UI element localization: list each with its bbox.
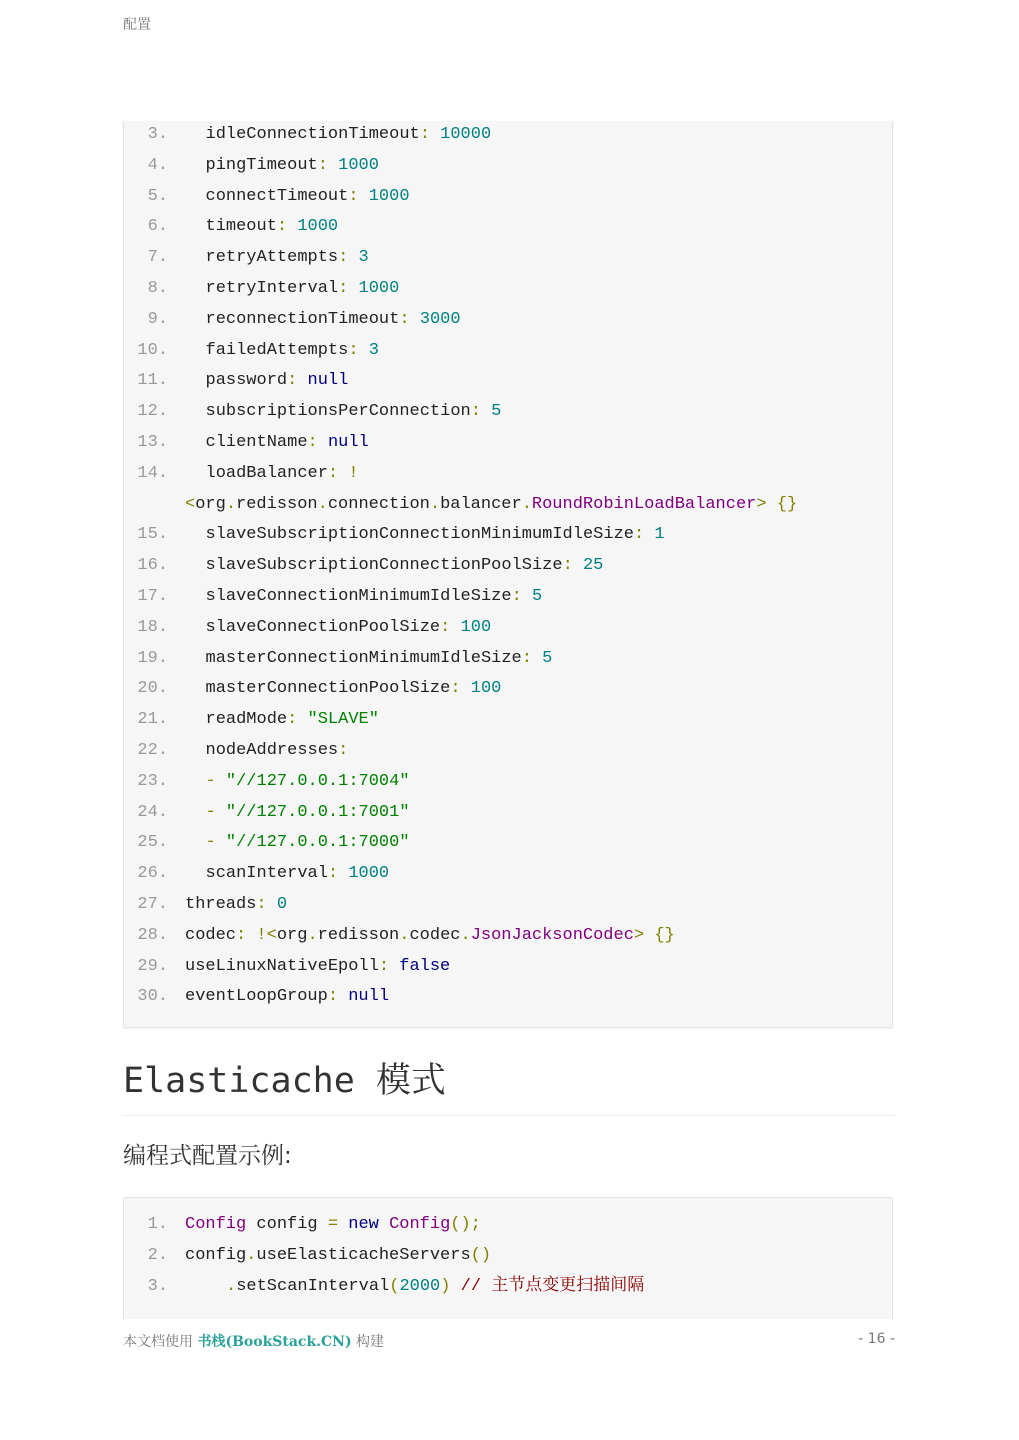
code-token: : bbox=[287, 710, 308, 730]
code-token: masterConnectionPoolSize bbox=[205, 679, 451, 699]
code-token: connection bbox=[327, 494, 430, 514]
code-block-elasticache-example bbox=[123, 1197, 893, 1319]
code-token: 3 bbox=[358, 248, 369, 268]
code-token: readMode bbox=[205, 710, 288, 730]
code-token: // 主节点变更扫描间隔 bbox=[450, 1276, 645, 1296]
code-token: 5 bbox=[542, 648, 553, 668]
code-token: . bbox=[399, 925, 410, 945]
code-text bbox=[185, 1241, 491, 1271]
code-token: useElasticacheServers bbox=[256, 1245, 471, 1265]
code-token: > {} bbox=[633, 925, 675, 945]
code-token: . bbox=[226, 1276, 237, 1296]
code-token: : bbox=[399, 309, 420, 329]
code-token: . bbox=[246, 1245, 257, 1265]
code-token: org bbox=[276, 925, 308, 945]
code-token: "//127.0.0.1:7004" bbox=[225, 771, 410, 791]
code-text bbox=[206, 182, 410, 212]
code-token: 3000 bbox=[419, 309, 461, 329]
code-token: . bbox=[460, 925, 471, 945]
code-token: retryInterval bbox=[205, 279, 339, 298]
code-token: 5 bbox=[491, 402, 502, 422]
line-number: 26. bbox=[137, 864, 168, 884]
code-token: useLinuxNativeEpoll bbox=[185, 956, 379, 976]
line-number: 29. bbox=[137, 956, 168, 976]
code-token: setScanInterval bbox=[236, 1276, 390, 1296]
code-token: Config bbox=[185, 1215, 247, 1234]
line-number: 3. bbox=[147, 1276, 168, 1296]
code-token: connectTimeout bbox=[205, 186, 349, 206]
code-token: (); bbox=[450, 1215, 481, 1234]
line-number: 21. bbox=[137, 710, 168, 730]
code-token: "//127.0.0.1:7001" bbox=[225, 802, 410, 822]
code-token: config bbox=[246, 1215, 328, 1234]
line-number: 28. bbox=[137, 925, 168, 945]
code-token: Config bbox=[389, 1215, 451, 1234]
code-token: codec bbox=[185, 925, 237, 945]
line-number: 18. bbox=[137, 617, 168, 637]
code-token: : bbox=[440, 617, 461, 637]
code-text bbox=[226, 1272, 644, 1302]
line-number: 24. bbox=[137, 802, 168, 822]
page-header-title: 配置 bbox=[123, 17, 151, 33]
code-text bbox=[185, 890, 287, 920]
code-token: null bbox=[307, 371, 349, 391]
code-token: nodeAddresses bbox=[205, 741, 339, 760]
code-token: RoundRobinLoadBalancer bbox=[531, 494, 757, 514]
line-number: 22. bbox=[137, 741, 168, 760]
code-text bbox=[206, 644, 553, 674]
code-token: JsonJacksonCodec bbox=[470, 925, 634, 945]
footer-credit bbox=[123, 1331, 384, 1351]
code-token: = bbox=[327, 1215, 339, 1234]
code-token: ) bbox=[440, 1276, 451, 1296]
code-token: < bbox=[185, 494, 196, 514]
code-text bbox=[206, 674, 502, 704]
line-number: 13. bbox=[137, 433, 168, 452]
code-token: eventLoopGroup bbox=[185, 987, 328, 1007]
code-token: balancer bbox=[440, 494, 522, 514]
code-token: redisson bbox=[236, 494, 318, 514]
code-token: slaveSubscriptionConnectionMinimumIdleSize bbox=[205, 525, 634, 545]
code-text bbox=[206, 336, 379, 366]
code-text bbox=[206, 613, 492, 643]
code-token: . bbox=[317, 494, 328, 514]
line-number: 17. bbox=[137, 587, 168, 606]
code-token: : bbox=[338, 741, 349, 760]
code-text bbox=[206, 705, 379, 735]
code-text bbox=[206, 151, 379, 181]
code-token: : bbox=[256, 895, 277, 914]
code-token: > {} bbox=[756, 494, 798, 514]
code-token: failedAttempts bbox=[205, 340, 349, 360]
code-text bbox=[206, 859, 390, 889]
code-text bbox=[206, 828, 410, 858]
line-number: 23. bbox=[137, 771, 168, 791]
code-token: 3 bbox=[368, 340, 379, 360]
code-token: idleConnectionTimeout bbox=[205, 125, 420, 144]
footer-prefix: 本文档使用 bbox=[123, 1334, 198, 1350]
line-number: 3. bbox=[147, 125, 168, 144]
line-number: 15. bbox=[137, 525, 168, 545]
code-token: : !< bbox=[236, 925, 277, 945]
code-token: ( bbox=[389, 1276, 400, 1296]
code-token: : bbox=[470, 402, 492, 422]
line-number: 8. bbox=[147, 279, 168, 298]
footer-suffix: 构建 bbox=[351, 1334, 385, 1350]
code-token: : bbox=[378, 956, 400, 976]
line-number: 16. bbox=[137, 556, 168, 576]
section-heading-elasticache: Elasticache 模式 bbox=[123, 1058, 895, 1116]
code-token: : bbox=[317, 155, 339, 175]
line-number: 20. bbox=[137, 679, 168, 699]
code-text bbox=[206, 397, 502, 427]
code-token: redisson bbox=[317, 925, 400, 945]
line-number: 6. bbox=[147, 217, 168, 237]
code-token: : bbox=[338, 248, 359, 268]
code-token: loadBalancer bbox=[205, 463, 328, 483]
code-token: : bbox=[348, 186, 369, 206]
code-token: 1000 bbox=[368, 186, 410, 206]
line-number: 19. bbox=[137, 648, 168, 668]
subheading-programmatic-config: 编程式配置示例: bbox=[123, 1143, 292, 1169]
page-number: - 16 - bbox=[858, 1331, 895, 1347]
code-text bbox=[206, 767, 410, 797]
code-token: 25 bbox=[582, 556, 604, 576]
code-token bbox=[338, 1215, 348, 1234]
code-token: : bbox=[562, 556, 583, 576]
code-text bbox=[206, 736, 349, 766]
code-block-redisson-config bbox=[123, 121, 893, 1028]
line-number: 10. bbox=[137, 340, 168, 360]
code-token: new bbox=[348, 1215, 379, 1234]
code-token: 1000 bbox=[297, 217, 339, 237]
code-token: scanInterval bbox=[205, 864, 328, 884]
code-token: "SLAVE" bbox=[307, 710, 379, 730]
code-token: clientName bbox=[205, 433, 308, 452]
line-number: 12. bbox=[137, 402, 168, 422]
code-token: masterConnectionMinimumIdleSize bbox=[205, 648, 522, 668]
code-token: slaveSubscriptionConnectionPoolSize bbox=[205, 556, 563, 576]
code-token: - bbox=[205, 771, 226, 791]
code-token: : bbox=[287, 371, 308, 391]
code-text bbox=[185, 952, 450, 982]
code-token bbox=[379, 1215, 389, 1234]
code-token: 0 bbox=[276, 895, 288, 914]
code-token: 1000 bbox=[358, 279, 400, 298]
code-text bbox=[206, 459, 359, 489]
line-number: 30. bbox=[137, 987, 168, 1007]
line-number: 5. bbox=[147, 186, 168, 206]
code-token: 1000 bbox=[338, 155, 379, 175]
code-token: timeout bbox=[205, 217, 277, 237]
code-token: . bbox=[521, 494, 532, 514]
code-token: : bbox=[327, 987, 349, 1007]
line-number: 11. bbox=[137, 371, 168, 391]
code-token: reconnectionTimeout bbox=[205, 309, 400, 329]
code-token: threads bbox=[185, 895, 257, 914]
line-number: 7. bbox=[147, 248, 168, 268]
code-token: - bbox=[205, 833, 226, 853]
code-text bbox=[185, 921, 675, 951]
code-token: password bbox=[205, 371, 288, 391]
code-token: 10000 bbox=[440, 125, 492, 144]
code-text bbox=[206, 121, 492, 150]
code-text bbox=[206, 243, 369, 273]
code-text bbox=[206, 520, 665, 550]
code-token: slaveConnectionMinimumIdleSize bbox=[205, 587, 512, 606]
code-text bbox=[185, 982, 389, 1012]
code-text bbox=[206, 212, 339, 242]
code-text bbox=[206, 274, 400, 304]
code-token: config bbox=[185, 1245, 247, 1265]
code-text bbox=[206, 366, 349, 396]
line-number: 4. bbox=[147, 155, 168, 175]
line-number: 2. bbox=[147, 1245, 168, 1265]
code-token: "//127.0.0.1:7000" bbox=[225, 833, 410, 853]
footer-brand-link[interactable]: 书栈(BookStack.CN) bbox=[197, 1334, 352, 1350]
code-token: : bbox=[327, 864, 349, 884]
code-text bbox=[185, 490, 797, 520]
code-token: : bbox=[276, 217, 298, 237]
code-token: null bbox=[348, 987, 390, 1007]
code-token: 1000 bbox=[348, 864, 390, 884]
code-text bbox=[206, 798, 410, 828]
code-text bbox=[206, 551, 604, 581]
code-token: slaveConnectionPoolSize bbox=[205, 617, 441, 637]
code-token: - bbox=[205, 802, 226, 822]
line-number: 25. bbox=[137, 833, 168, 853]
code-token: 2000 bbox=[399, 1276, 441, 1296]
line-number: 1. bbox=[147, 1215, 168, 1234]
line-number: 9. bbox=[147, 309, 168, 329]
code-token: subscriptionsPerConnection bbox=[205, 402, 471, 422]
code-token: : bbox=[307, 433, 328, 452]
code-token: : bbox=[633, 525, 655, 545]
code-token: : bbox=[521, 648, 543, 668]
code-token: retryAttempts bbox=[205, 248, 339, 268]
code-token: . bbox=[225, 494, 237, 514]
code-token: : bbox=[338, 279, 359, 298]
code-token: org bbox=[195, 494, 226, 514]
code-token: . bbox=[307, 925, 318, 945]
code-token: codec bbox=[409, 925, 461, 945]
code-token: 100 bbox=[470, 679, 502, 699]
code-token: : bbox=[450, 679, 471, 699]
code-token: : bbox=[419, 125, 441, 144]
code-token: () bbox=[470, 1245, 492, 1265]
code-token: 100 bbox=[460, 617, 492, 637]
code-text bbox=[206, 305, 461, 335]
code-token: : bbox=[348, 340, 369, 360]
line-number: 14. bbox=[137, 463, 168, 483]
line-number: 27. bbox=[137, 895, 168, 914]
code-text bbox=[206, 428, 369, 458]
code-token: . bbox=[429, 494, 441, 514]
code-token: pingTimeout bbox=[205, 155, 318, 175]
code-token: null bbox=[327, 433, 369, 452]
code-token: false bbox=[399, 956, 451, 976]
code-token: : bbox=[511, 587, 532, 606]
code-token: 1 bbox=[654, 525, 665, 545]
code-token: : ! bbox=[327, 463, 359, 483]
code-token: 5 bbox=[531, 587, 543, 606]
code-text bbox=[185, 1210, 481, 1240]
code-text bbox=[206, 582, 543, 612]
